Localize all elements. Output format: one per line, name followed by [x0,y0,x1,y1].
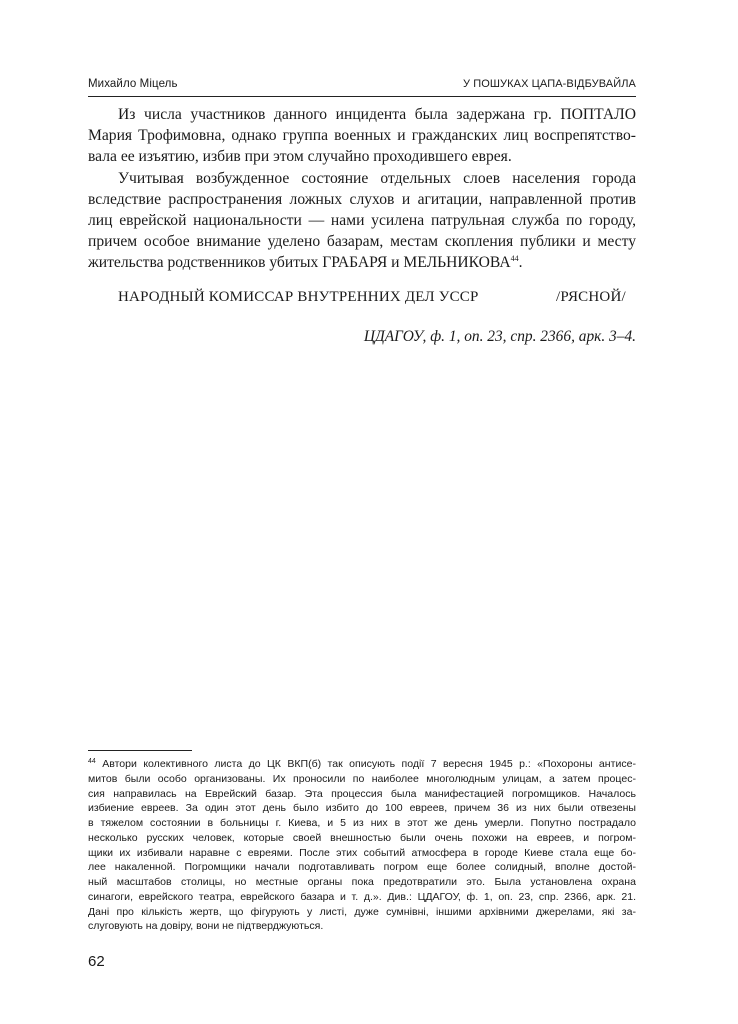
signature-position: НАРОДНЫЙ КОМИССАР ВНУТРЕННИХ ДЕЛ УССР [118,289,479,305]
header-author: Михайло Міцель [88,78,178,90]
text-line: причем особое внимание уделено базарам, местам скопления публики и месту [88,233,636,251]
footnote-line: слуговують на довіру, вони не підтверджуються. [88,920,324,933]
footnote-line: синагоги, еврейского театра, еврейского базара и т. д.». Див.: ЦДАГОУ, ф. 1, оп. 23, спр. 2366, арк. 21. [88,890,636,903]
paragraph-2 [88,168,636,274]
text-line [88,252,636,273]
signature-block [118,289,636,306]
text-line: вала ее изъятию, избив при этом случайно проходившего еврея. [88,148,512,166]
footnote-line: несколько русских человек, которые своей внешностью были очень похожи на евреев, и погром- [88,831,636,844]
footnote-line [88,757,636,772]
text-line: Из числа участников данного инцидента была задержана гр. ПОПТАЛО [118,106,636,123]
footnote-line: митов были особо организованы. Их проносили по наиболее многолюдным улицам, а затем процес- [88,772,636,785]
footnote-line: щики их избивали наравне с евреями. После этих событий атмосфера в городе Киеве стала еще бо- [88,846,636,859]
text-line: Мария Трофимовна, однако группа военных и гражданских лиц воспрепятство- [88,127,636,145]
footnote-line: лее накаленной. Погромщики начали подготавливать погром еще более солидный, вполне достой- [88,861,636,874]
footnote-line: избиение евреев. За один этот день было избито до 100 евреев, причем 36 из них были отвезены [88,802,636,815]
page-number: 62 [88,953,105,970]
footnote-ref: 44 [510,254,519,264]
footnote-line: в тяжелом состоянии в больницы г. Киева, и 5 из них в этот же день умерли. Попутно пострадало [88,817,636,829]
text-line-content: жительства родственников убитых ГРАБАРЯ и МЕЛЬНИКОВА [88,254,511,272]
archival-source: ЦДАГОУ, ф. 1, оп. 23, спр. 2366, арк. 3–4. [363,328,636,345]
text-line: лиц еврейской национальности — нами усилена патрульная служба по городу, [88,212,636,230]
footnote-44 [88,757,636,934]
paragraph-1 [88,104,636,168]
text-line: вследствие распространения ложных слухов и агитации, направленной против [88,190,636,208]
footnote-line: ный масштабов столицы, но местные органы пока предотвратили это. Была установлена охрана [88,876,636,888]
running-header [88,78,636,96]
footnote-number: 44 [88,758,96,765]
main-text [88,104,636,274]
header-rule [88,96,636,97]
header-title: У ПОШУКАХ ЦАПА-ВІДБУВАЙЛА [462,78,636,90]
sentence-end: . [518,254,523,272]
text-line: Учитывая возбужденное состояние отдельных слоев населения города [118,169,636,187]
footnote-line-text: Автори колективного листа до ЦК ВКП(б) так описують події 7 вересня 1945 р.: «Похороны антисе- [102,758,636,770]
footnote-line: сия направилась на Еврейский базар. Эта процессия была манифестацией погромщиков. Началось [88,787,636,800]
footnote-rule [88,750,192,751]
signature-name: /РЯСНОЙ/ [556,289,626,305]
footnote-line: Дані про кількість жертв, що фігурують у листі, дуже сумнівні, іншими архівними джерелами, які за- [88,905,636,918]
